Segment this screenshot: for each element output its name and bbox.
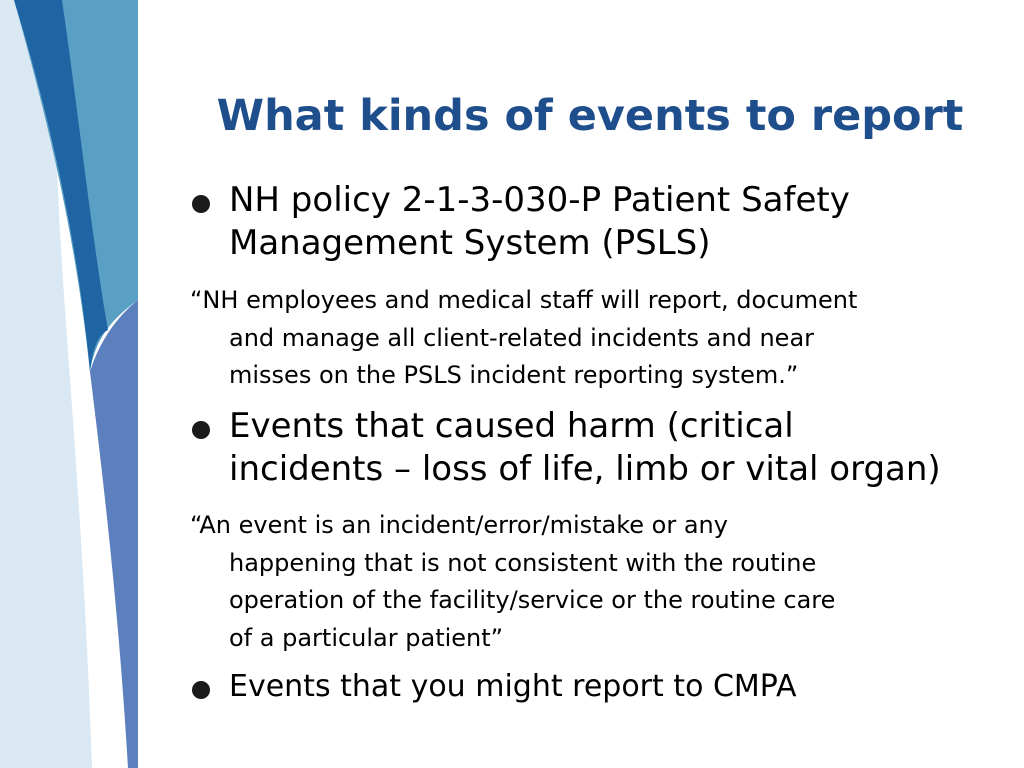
quote-block [190, 507, 990, 657]
bullet-item [229, 405, 1004, 491]
slide-title: What kinds of events to report [216, 91, 964, 141]
bullet-item [229, 179, 1004, 265]
swoosh-lower-band [90, 300, 138, 768]
bullet-dot [192, 421, 210, 439]
bullet-dot [192, 195, 210, 213]
quote-line: “An event is an incident/error/mistake or any [190, 511, 728, 539]
quote-line: happening that is not consistent with the routine [229, 548, 817, 577]
bullet-item [229, 665, 1004, 708]
bullet-line: incidents – loss of life, limb or vital organ) [229, 449, 941, 489]
quote-line: operation of the facility/service or the routine care [229, 586, 836, 614]
quote-line: of a particular patient” [229, 623, 504, 652]
quote-line: misses on the PSLS incident reporting system.” [229, 361, 799, 389]
quote-block [190, 282, 990, 395]
decorative-swoosh [0, 0, 160, 768]
quote-line: “NH employees and medical staff will report, document [190, 286, 858, 314]
bullet-line: Management System (PSLS) [229, 223, 711, 263]
bullet-dot [192, 681, 210, 699]
bullet-line: NH policy 2-1-3-030-P Patient Safety [229, 180, 850, 220]
quote-line: and manage all client-related incidents and near [229, 323, 815, 352]
bullet-line: Events that caused harm (critical [229, 406, 794, 446]
bullet-line: Events that you might report to CMPA [229, 669, 797, 704]
